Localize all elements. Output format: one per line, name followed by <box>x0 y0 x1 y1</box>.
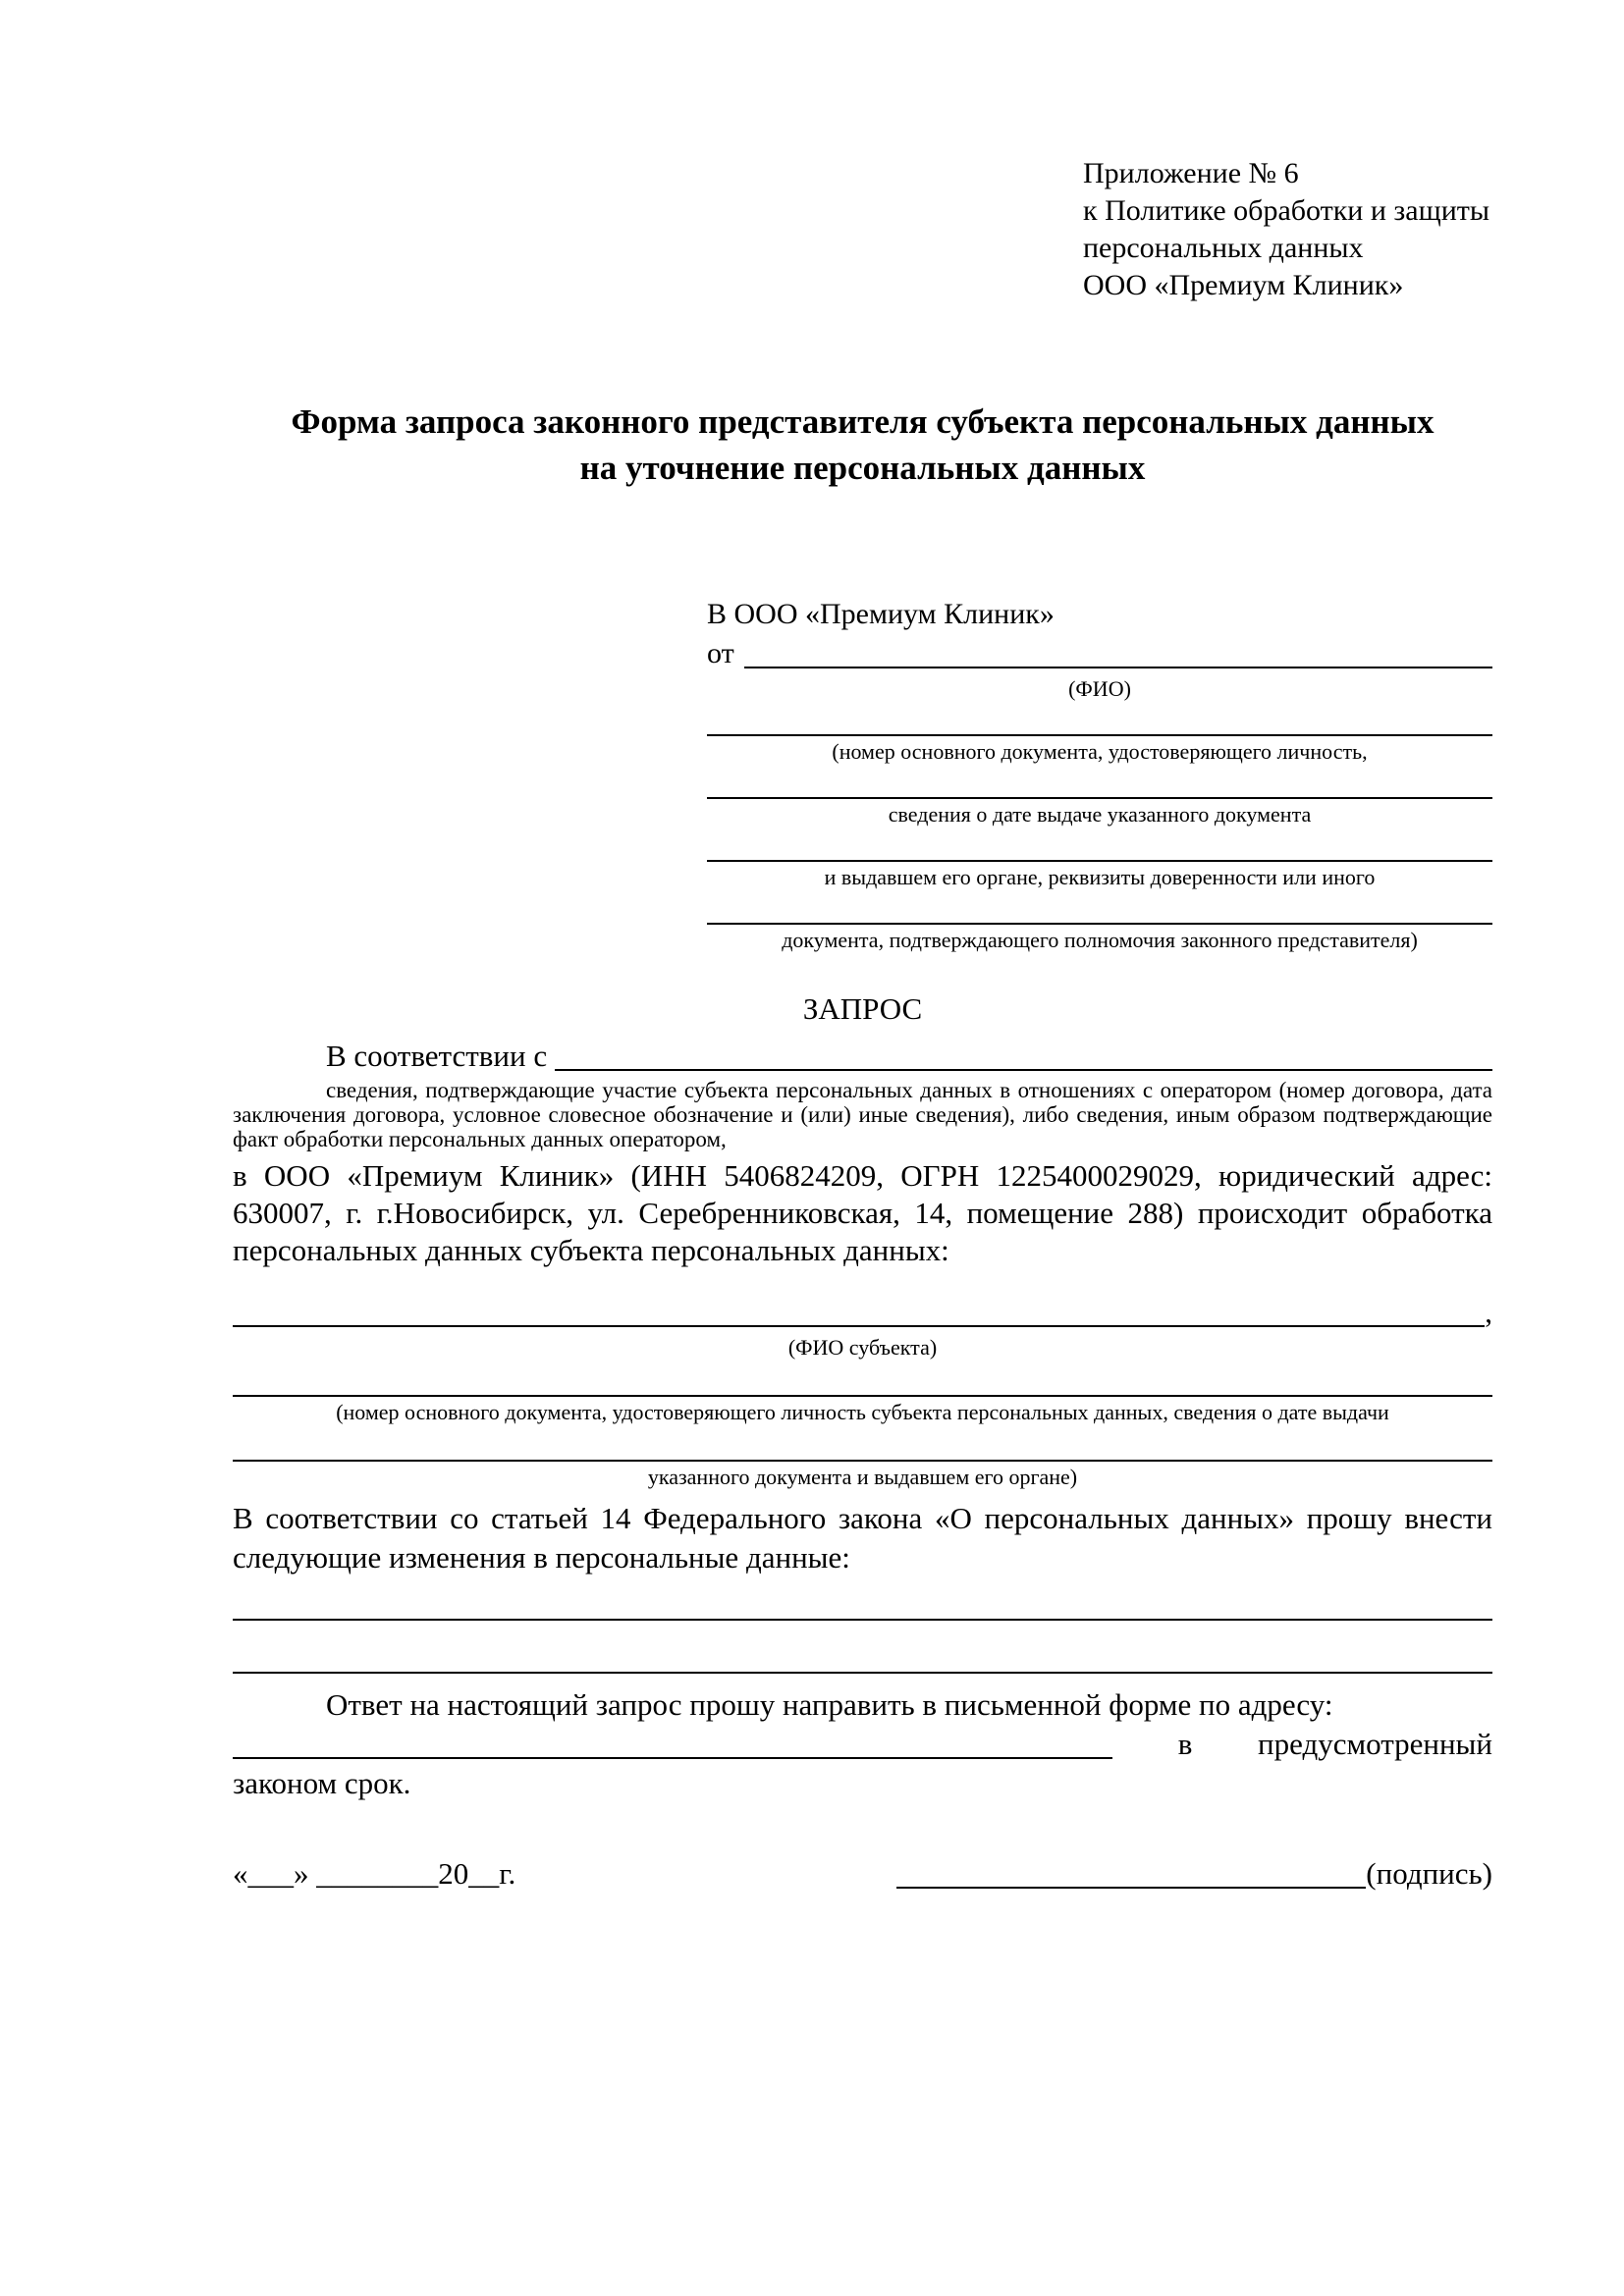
address-word-v: в <box>1177 1727 1193 1761</box>
basis-blank-line <box>555 1037 1492 1071</box>
subject-fio-row <box>233 1293 1492 1332</box>
subject-fio-blank <box>233 1293 1485 1327</box>
signature-blank-line <box>896 1887 1366 1889</box>
changes-blank-2 <box>233 1621 1492 1674</box>
ref-block <box>1083 155 1492 304</box>
subject-fio-caption: (ФИО субъекта) <box>787 1335 938 1360</box>
subject-fio-comma: , <box>1485 1295 1492 1329</box>
date-signature-row <box>233 1854 1492 1894</box>
representative-fio-blank <box>744 634 1492 668</box>
basis-note: сведения, подтверждающие участие субъекта персональных данных в отношениях с оператором (номер договора, дата заключения договора, условное словесное обозначение и (или) иные сведения), либо сведения, иным образом подтверждающие факт обработки персональных данных оператором, <box>233 1078 1492 1151</box>
subject-doc-caption-2: указанного документа и выдавшем его органе) <box>647 1465 1078 1489</box>
representative-doc-caption-1: (номер основного документа, удостоверяющего личность, <box>832 739 1368 764</box>
term-line: законом срок. <box>233 1766 411 1800</box>
ref-line-company: ООО «Премиум Клиник» <box>1083 269 1404 301</box>
representative-doc-blank-1 <box>707 701 1492 736</box>
document-title <box>233 399 1492 491</box>
from-label: от <box>707 637 734 669</box>
representative-doc-blank-2 <box>707 764 1492 799</box>
subject-doc-blank-2 <box>233 1424 1492 1462</box>
answer-paragraph: Ответ на настоящий запрос прошу направить в письменной форме по адресу: <box>326 1687 1333 1722</box>
representative-doc-caption-4: документа, подтверждающего полномочия законного представителя) <box>782 928 1418 952</box>
ref-line-personal-data: персональных данных <box>1083 232 1364 264</box>
changes-blank-1 <box>233 1577 1492 1621</box>
subject-doc-blank-1 <box>233 1360 1492 1397</box>
law-paragraph: В соответствии со статьей 14 Федерального закона «О персональных данных» прошу внести следующие изменения в персональные данные: <box>233 1501 1492 1575</box>
address-row <box>233 1725 1492 1764</box>
subject-doc-caption-1: (номер основного документа, удостоверяющего личность субъекта персональных данных, сведения о дате выдачи <box>336 1400 1389 1424</box>
representative-doc-blank-4 <box>707 889 1492 925</box>
basis-label: В соответствии с <box>326 1039 548 1073</box>
basis-row <box>233 1037 1492 1076</box>
ref-line-appendix: Приложение № 6 <box>1083 157 1299 189</box>
signature-group <box>896 1854 1492 1894</box>
operator-paragraph: в ООО «Премиум Клиник» (ИНН 5406824209, ОГРН 1225400029029, юридический адрес: 630007, г. г.Новосибирск, ул. Серебренниковская, 14, помещение 288) происходит обработка персональных данных субъекта персональных данных: <box>233 1158 1492 1267</box>
addressee-block <box>707 595 1492 952</box>
title-line-2: на уточнение персональных данных <box>579 449 1146 487</box>
date-blank: «___» ________20__г. <box>233 1856 516 1891</box>
representative-doc-blank-3 <box>707 827 1492 862</box>
addressee-to: В ООО «Премиум Клиник» <box>707 598 1055 630</box>
signature-caption: (подпись) <box>1366 1856 1492 1891</box>
representative-doc-caption-2: сведения о дате выдаче указанного документа <box>888 802 1312 827</box>
fio-caption: (ФИО) <box>1068 676 1131 701</box>
representative-doc-caption-3: и выдавшем его органе, реквизиты доверенности или иного <box>824 865 1376 889</box>
request-heading: ЗАПРОС <box>802 991 923 1026</box>
title-line-1: Форма запроса законного представителя субъекта персональных данных <box>291 402 1435 441</box>
address-word-predusmotrennyi: предусмотренный <box>1258 1727 1492 1761</box>
address-blank-line <box>233 1757 1112 1759</box>
from-row <box>707 634 1492 673</box>
ref-line-policy: к Политике обработки и защиты <box>1083 194 1490 227</box>
